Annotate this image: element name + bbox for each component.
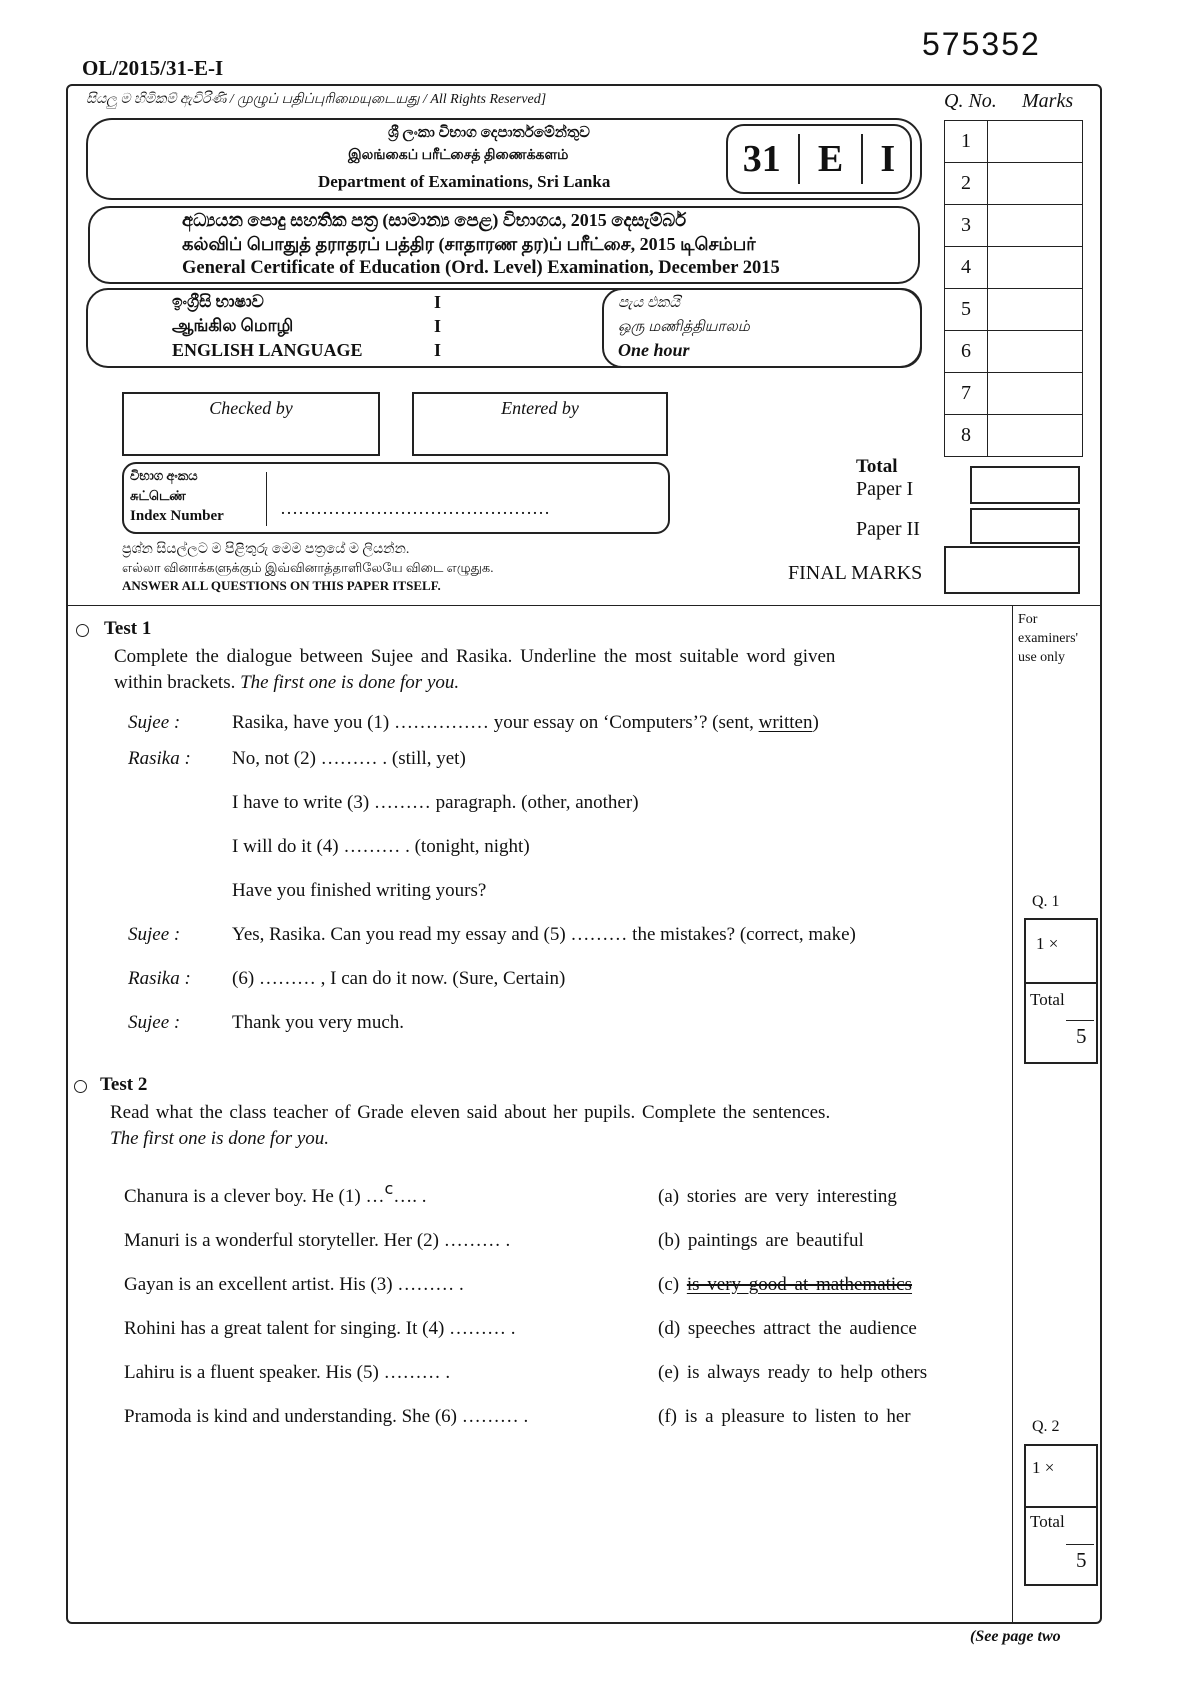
marks-row bbox=[945, 331, 1083, 373]
answer-instruction-en: ANSWER ALL QUESTIONS ON THIS PAPER ITSELF. bbox=[122, 578, 441, 593]
test1-title: Test 1 bbox=[104, 618, 152, 639]
test2-bullet-icon bbox=[74, 1080, 87, 1093]
department-line-ta: இலங்கைப் பரீட்சைத் திணைக்களம் bbox=[348, 148, 569, 163]
dialogue-tail: ) bbox=[812, 712, 819, 733]
marks-row bbox=[945, 205, 1083, 247]
paper1-total-box[interactable] bbox=[970, 466, 1080, 504]
final-marks-box[interactable] bbox=[944, 546, 1080, 594]
subject-en: ENGLISH LANGUAGE bbox=[172, 340, 363, 360]
qno-cell: 6 bbox=[945, 331, 988, 373]
subject-si: ඉංග්‍රීසි භාෂාව bbox=[172, 292, 264, 311]
option-b bbox=[658, 1230, 864, 1252]
q2-label: Q. 2 bbox=[1032, 1418, 1060, 1435]
option-label: (d) bbox=[658, 1318, 688, 1339]
code-box-31: 31 bbox=[742, 138, 781, 180]
index-number-box bbox=[122, 462, 670, 534]
answer-instruction-ta: எல்லா வினாக்களுக்கும் இவ்வினாத்தாளிலேயே விடை எழுதுக. bbox=[122, 560, 494, 575]
marks-cell[interactable] bbox=[988, 121, 1083, 163]
checked-by-box bbox=[122, 392, 380, 456]
examiners-heading: For examiners' use only bbox=[1018, 612, 1079, 665]
q2-multiplier: 1 × bbox=[1032, 1458, 1055, 1477]
rights-reserved: සියලු ම හිමිකම් ඇවිරිණි / முழுப் பதிப்புரிமையுடையது / All Rights Reserved] bbox=[86, 92, 547, 107]
exam-name-en: General Certificate of Education (Ord. Level) Examination, December 2015 bbox=[182, 258, 780, 278]
option-text-struck: is very good at mathematics bbox=[686, 1274, 913, 1295]
option-f bbox=[658, 1406, 911, 1428]
dialogue-speaker: Rasika : bbox=[128, 748, 191, 769]
exam-name-box bbox=[88, 206, 920, 284]
code-box-i: I bbox=[880, 138, 896, 180]
option-c bbox=[658, 1274, 912, 1296]
marks-cell[interactable] bbox=[988, 415, 1083, 457]
option-label: (b) bbox=[658, 1230, 688, 1251]
qno-cell: 4 bbox=[945, 247, 988, 289]
test1-instruction-line2 bbox=[114, 672, 459, 694]
sentence-6: Pramoda is kind and understanding. She (6) ……… . bbox=[124, 1406, 529, 1427]
marks-cell[interactable] bbox=[988, 247, 1083, 289]
test1-instruction-line1: Complete the dialogue between Sujee and Rasika. Underline the most suitable word given bbox=[114, 646, 836, 667]
sentence-1 bbox=[124, 1179, 427, 1208]
subject-ta: ஆங்கில மொழி bbox=[172, 316, 294, 335]
marks-label: Marks bbox=[1022, 90, 1074, 112]
test1-bullet-icon bbox=[76, 624, 89, 637]
dialogue-speaker: Sujee : bbox=[128, 712, 181, 733]
marks-row bbox=[945, 247, 1083, 289]
option-a bbox=[658, 1186, 897, 1208]
final-marks-label: FINAL MARKS bbox=[788, 562, 923, 584]
option-e bbox=[658, 1362, 927, 1384]
q1-total-value: 5 bbox=[1076, 1024, 1087, 1048]
test2-title: Test 2 bbox=[100, 1074, 148, 1095]
option-text: stories are very interesting bbox=[686, 1186, 897, 1207]
duration-si: පැය එකයි bbox=[618, 295, 680, 311]
marks-cell[interactable] bbox=[988, 331, 1083, 373]
entered-by-label: Entered by bbox=[501, 398, 579, 418]
q2-total-label: Total bbox=[1030, 1512, 1065, 1531]
examiners-column-divider bbox=[1012, 606, 1013, 1624]
subject-box bbox=[86, 288, 922, 368]
exam-name-si: අධ්‍යයන පොදු සහතික පත්‍ර (සාමාන්‍ය පෙළ) විභාගය, 2015 දෙසැම්බර් bbox=[182, 210, 687, 230]
dialogue-line-8: Thank you very much. bbox=[232, 1012, 405, 1033]
dialogue-line-1 bbox=[232, 712, 819, 734]
marks-row bbox=[945, 163, 1083, 205]
qno-cell: 1 bbox=[945, 121, 988, 163]
q1-multiplier: 1 × bbox=[1036, 934, 1059, 953]
index-label-en: Index Number bbox=[130, 508, 224, 524]
marks-cell[interactable] bbox=[988, 163, 1083, 205]
test2-instruction: Read what the class teacher of Grade eleven said about her pupils. Complete the sentences. bbox=[110, 1102, 831, 1123]
marks-row bbox=[945, 373, 1083, 415]
qno-cell: 5 bbox=[945, 289, 988, 331]
code-box-group bbox=[726, 124, 912, 194]
entered-by-box bbox=[412, 392, 668, 456]
option-text: is always ready to help others bbox=[686, 1362, 928, 1383]
test1-instruction-text: within brackets. bbox=[114, 672, 236, 693]
header-divider bbox=[66, 605, 1102, 606]
sentence-2: Manuri is a wonderful storyteller. Her (2) ……… . bbox=[124, 1230, 511, 1251]
qno-label: Q. No. bbox=[944, 90, 997, 112]
duration-box bbox=[602, 288, 922, 368]
duration-en: One hour bbox=[618, 340, 690, 360]
paper2-total-box[interactable] bbox=[970, 508, 1080, 544]
dialogue-line-7: (6) ……… , I can do it now. (Sure, Certain) bbox=[232, 968, 566, 989]
option-label: (a) bbox=[658, 1186, 687, 1207]
marks-cell[interactable] bbox=[988, 205, 1083, 247]
sentence-text-end: …. . bbox=[393, 1186, 427, 1207]
sentence-5: Lahiru is a fluent speaker. His (5) ……… . bbox=[124, 1362, 451, 1383]
see-page-note: (See page two bbox=[970, 1628, 1061, 1645]
duration-ta: ஒரு மணித்தியாலம் bbox=[618, 319, 750, 335]
sentence-3: Gayan is an excellent artist. His (3) ……… . bbox=[124, 1274, 464, 1295]
marks-row bbox=[945, 121, 1083, 163]
q2-total-value: 5 bbox=[1076, 1548, 1087, 1572]
index-label-ta: சுட்டெண் bbox=[130, 488, 186, 503]
marks-cell[interactable] bbox=[988, 289, 1083, 331]
serial-number: 575352 bbox=[922, 26, 1041, 62]
option-label: (f) bbox=[658, 1406, 685, 1427]
exam-name-ta: கல்விப் பொதுத் தராதரப் பத்திர (சாதாரண தர)ப் பரீட்சை, 2015 டிசெம்பர் bbox=[182, 234, 756, 254]
test2-example-note: The first one is done for you. bbox=[110, 1128, 330, 1149]
qno-cell: 3 bbox=[945, 205, 988, 247]
q1-label: Q. 1 bbox=[1032, 893, 1060, 910]
qno-cell: 2 bbox=[945, 163, 988, 205]
paper-code: OL/2015/31-E-I bbox=[82, 56, 224, 80]
index-label-si: විභාග අංකය bbox=[130, 468, 198, 483]
dialogue-speaker: Rasika : bbox=[128, 968, 191, 989]
q2-marks-box bbox=[1024, 1444, 1098, 1586]
checked-by-label: Checked by bbox=[209, 398, 293, 418]
dialogue-line-3: I have to write (3) ……… paragraph. (other, another) bbox=[232, 792, 639, 813]
code-box-e: E bbox=[817, 138, 844, 180]
paper2-label: Paper II bbox=[856, 518, 920, 540]
option-text: paintings are beautiful bbox=[687, 1230, 864, 1251]
department-banner bbox=[86, 118, 922, 200]
paper-number-1: I bbox=[434, 292, 442, 312]
dialogue-line-6: Yes, Rasika. Can you read my essay and (5) ……… the mistakes? (correct, make) bbox=[232, 924, 856, 945]
marks-row bbox=[945, 289, 1083, 331]
sentence-4: Rohini has a great talent for singing. It (4) ……… . bbox=[124, 1318, 516, 1339]
option-label: (e) bbox=[658, 1362, 687, 1383]
q1-marks-box bbox=[1024, 918, 1098, 1064]
dialogue-speaker: Sujee : bbox=[128, 1012, 181, 1033]
paper1-label: Paper I bbox=[856, 478, 914, 500]
department-line-si: ශ්‍රී ලංකා විභාග දෙපාර්තමේන්තුව bbox=[388, 125, 590, 141]
qno-cell: 8 bbox=[945, 415, 988, 457]
option-d bbox=[658, 1318, 917, 1340]
dialogue-underlined-answer: written bbox=[758, 712, 813, 733]
marks-row bbox=[945, 415, 1083, 457]
dialogue-speaker: Sujee : bbox=[128, 924, 181, 945]
qno-cell: 7 bbox=[945, 373, 988, 415]
total-label: Total bbox=[856, 456, 898, 477]
sentence-handwritten-answer: c bbox=[384, 1179, 394, 1198]
index-number-field[interactable]: ……………………………………… bbox=[280, 498, 550, 518]
dialogue-line-2: No, not (2) ……… . (still, yet) bbox=[232, 748, 466, 769]
department-line-en: Department of Examinations, Sri Lanka bbox=[318, 172, 611, 191]
test1-example-note: The first one is done for you. bbox=[240, 672, 460, 693]
sentence-text: Chanura is a clever boy. He (1) … bbox=[124, 1186, 385, 1207]
dialogue-text: Rasika, have you (1) …………… your essay on ‘Computers’? (sent, bbox=[232, 712, 759, 733]
marks-cell[interactable] bbox=[988, 373, 1083, 415]
q1-total-label: Total bbox=[1030, 990, 1065, 1009]
marks-table bbox=[944, 120, 1083, 457]
paper-number-2: I bbox=[434, 316, 442, 336]
dialogue-line-4: I will do it (4) ……… . (tonight, night) bbox=[232, 836, 530, 857]
option-label: (c) bbox=[658, 1274, 687, 1295]
option-text: speeches attract the audience bbox=[687, 1318, 917, 1339]
dialogue-line-5: Have you finished writing yours? bbox=[232, 880, 487, 901]
option-text: is a pleasure to listen to her bbox=[684, 1406, 911, 1427]
paper-number-3: I bbox=[434, 340, 442, 360]
answer-instruction-si: ප්‍රශ්න සියල්ලට ම පිළිතුරු මෙම පත්‍රයේ ම ලියන්න. bbox=[122, 542, 410, 557]
